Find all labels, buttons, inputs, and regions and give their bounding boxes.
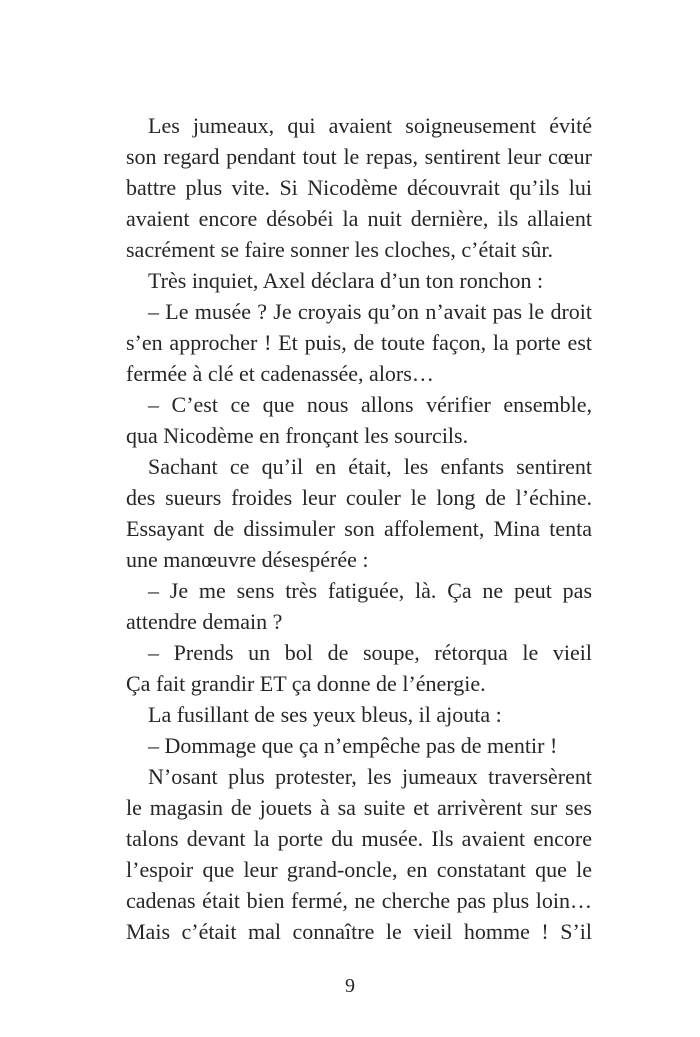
text-line: des sueurs froides leur couler le long de l’échine. xyxy=(126,485,592,510)
body-text xyxy=(126,110,592,947)
text-line: – Dommage que ça n’empêche pas de mentir ! xyxy=(148,733,558,758)
text-line: une manœuvre désespérée : xyxy=(126,547,369,572)
text-line: son regard pendant tout le repas, sentirent leur cœur xyxy=(126,144,592,169)
text-line: battre plus vite. Si Nicodème découvrait qu’ils lui xyxy=(126,175,592,200)
text-line: La fusillant de ses yeux bleus, il ajouta : xyxy=(148,702,502,727)
text-line: le magasin de jouets à sa suite et arrivèrent sur ses xyxy=(126,795,592,820)
text-line: – Je me sens très fatiguée, là. Ça ne peut pas xyxy=(148,578,592,603)
text-line: – C’est ce que nous allons vérifier ensemble, xyxy=(148,392,592,417)
text-line: Très inquiet, Axel déclara d’un ton ronchon : xyxy=(148,268,544,293)
text-line: Sachant ce qu’il en était, les enfants sentirent xyxy=(148,454,592,479)
text-line: talons devant la porte du musée. Ils avaient encore xyxy=(126,826,592,851)
text-line: Les jumeaux, qui avaient soigneusement évité xyxy=(148,113,592,138)
text-line: l’espoir que leur grand-oncle, en constatant que le xyxy=(126,857,592,882)
text-line: sacrément se faire sonner les cloches, c’était sûr. xyxy=(126,237,553,262)
text-line: Essayant de dissimuler son affolement, Mina tenta xyxy=(126,516,592,541)
text-line: – Le musée ? Je croyais qu’on n’avait pas le droit xyxy=(148,299,592,324)
page-number: 9 xyxy=(345,975,355,997)
text-line: Ça fait grandir ET ça donne de l’énergie. xyxy=(126,671,486,696)
text-line: cadenas était bien fermé, ne cherche pas plus loin… xyxy=(126,888,592,913)
text-line: N’osant plus protester, les jumeaux traversèrent xyxy=(148,764,592,789)
text-line: fermée à clé et cadenassée, alors… xyxy=(126,361,434,386)
text-line: Mais c’était mal connaître le vieil homme ! S’il xyxy=(126,919,592,944)
text-line: avaient encore désobéi la nuit dernière, ils allaient xyxy=(126,206,592,231)
text-line: qua Nicodème en fronçant les sourcils. xyxy=(126,423,469,448)
text-line: attendre demain ? xyxy=(126,609,283,634)
text-line: s’en approcher ! Et puis, de toute façon, la porte est xyxy=(126,330,592,355)
text-line: – Prends un bol de soupe, rétorqua le vieil xyxy=(148,640,592,665)
